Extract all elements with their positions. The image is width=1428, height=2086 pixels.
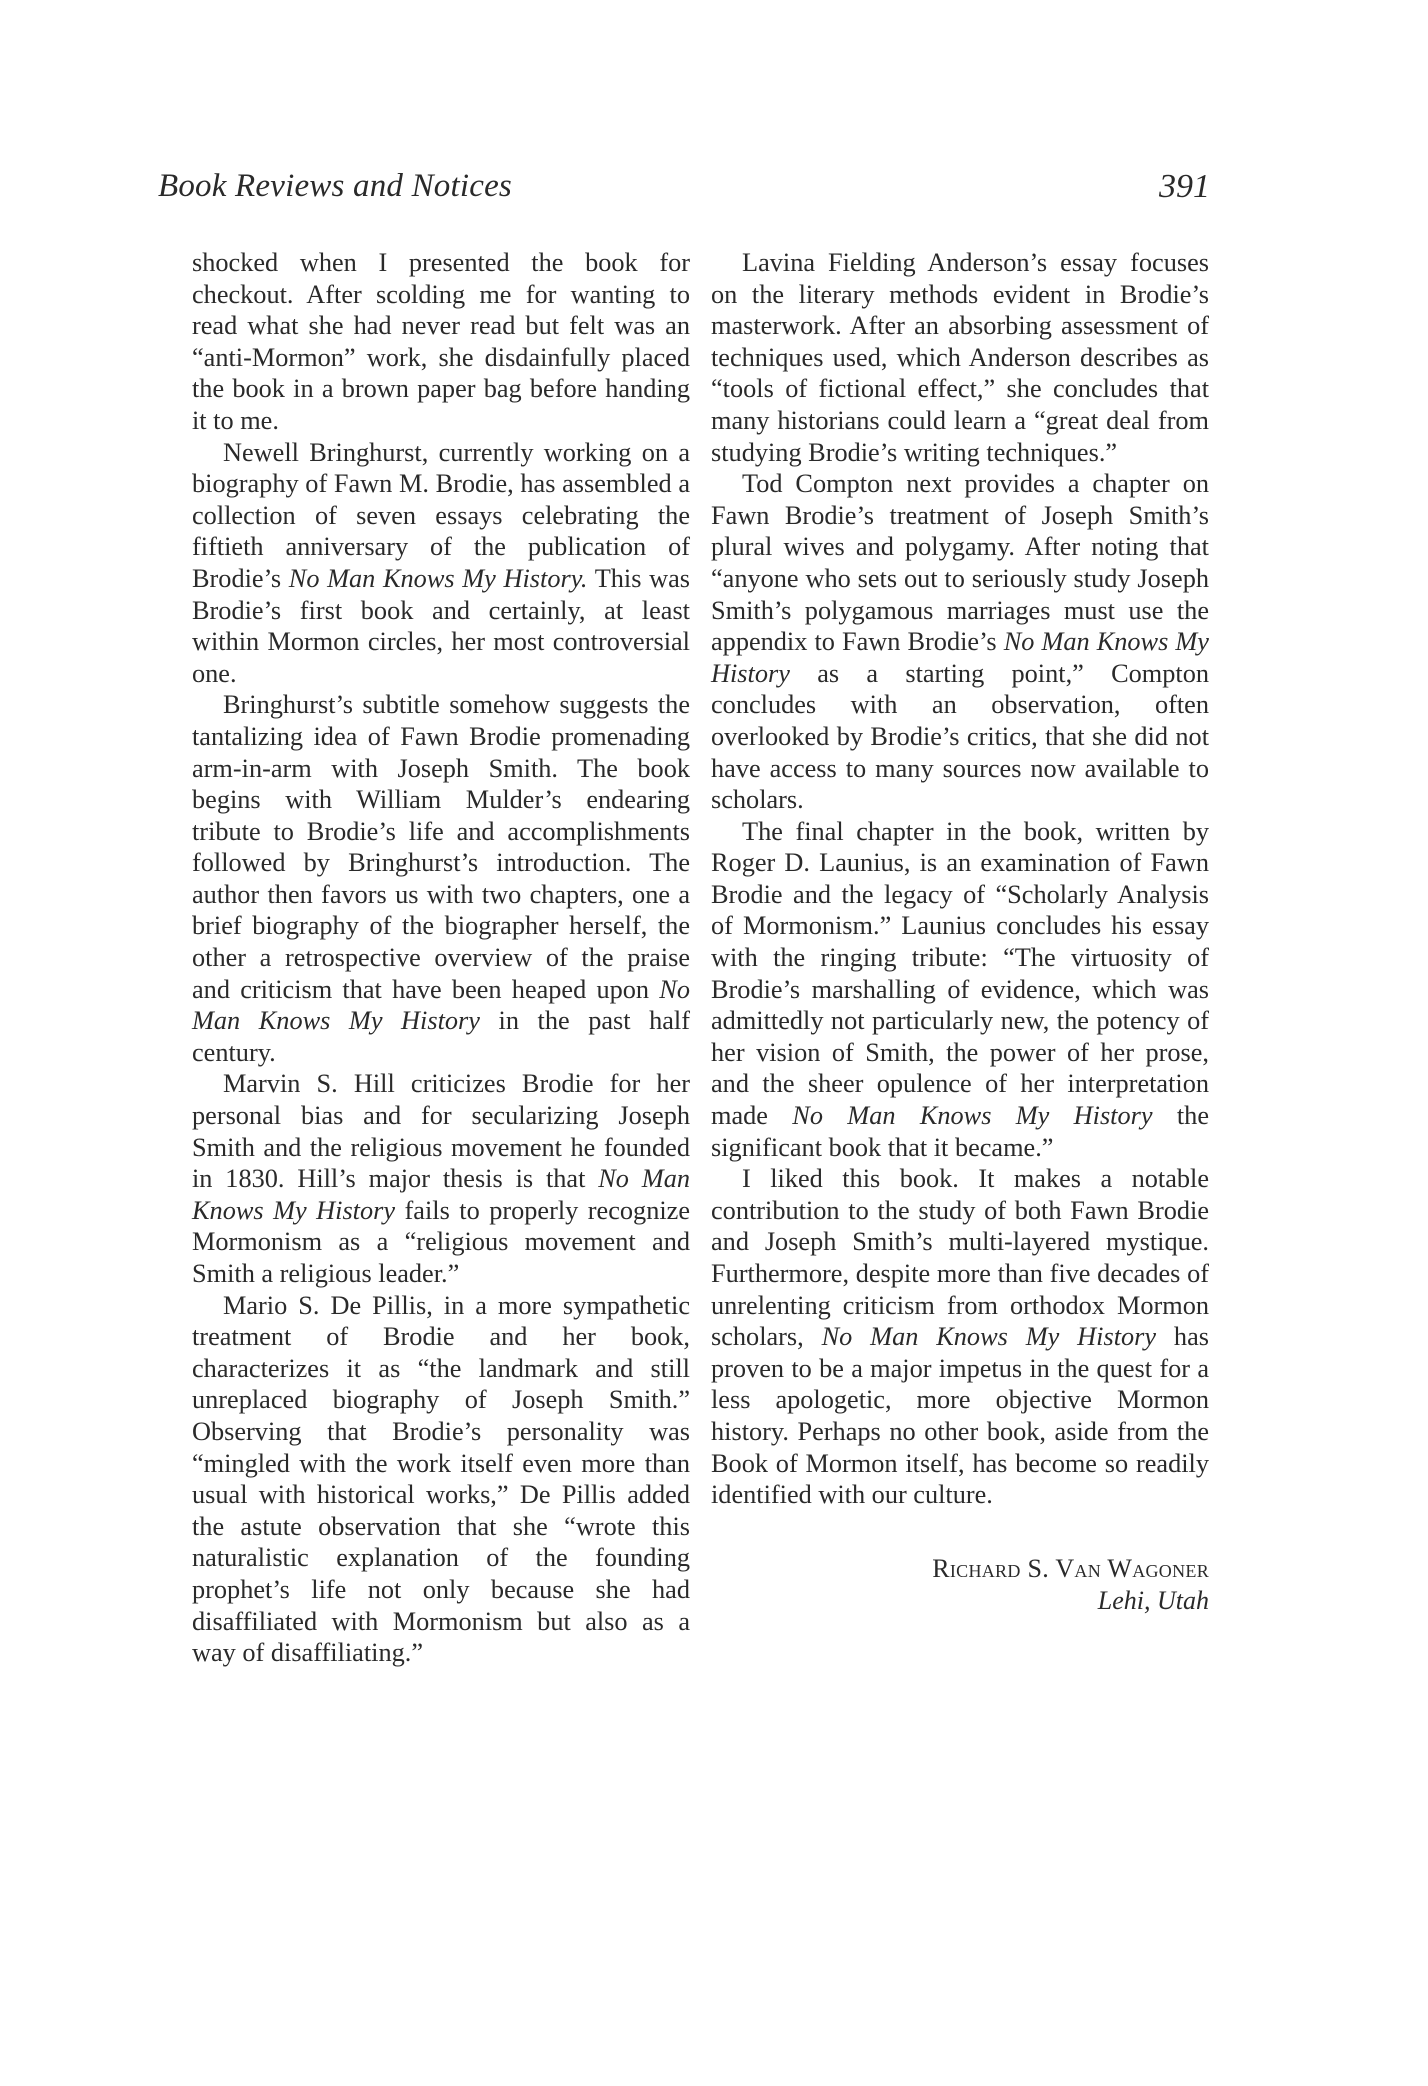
- paragraph: Mario S. De Pillis, in a more sympathetic treatment of Brodie and her book, characterizes it as “the landmark and still unreplaced biography of Joseph Smith.” Observing that Brodie’s personality was “mingled with the work itself even more than usual with historical works,” De Pillis added the astute observation that she “wrote this naturalistic explanation of the founding prophet’s life not only because she had disaffiliated with Mormonism but also as a way of disaffiliating.”: [192, 1290, 690, 1668]
- reviewer-location: Lehi, Utah: [1097, 1585, 1209, 1615]
- reviewer-name: Richard S. Van Wagoner: [932, 1553, 1209, 1583]
- book-title: No Man Knows My History: [792, 1101, 1153, 1131]
- paragraph: shocked when I presented the book for checkout. After scolding me for wanting to read what she had never read but felt was an “anti-Mormon” work, she disdainfully placed the book in a brown paper bag before handing it to me.: [192, 248, 690, 435]
- paragraph: Tod Compton next provides a chapter on Fawn Brodie’s treatment of Joseph Smith’s plural wives and polygamy. After noting that “anyone who sets out to seriously study Joseph Smith’s polygamous marriages must use the appendix to Fawn Brodie’s No Man Knows My History as a starting point,” Compton concludes with an observation, often overlooked by Brodie’s critics, that she did not have access to many sources now available to scholars.: [711, 469, 1209, 815]
- paragraph: I liked this book. It makes a notable contribution to the study of both Fawn Brodie and Joseph Smith’s multi-layered mystique. Furthermore, despite more than five decades of unrelenting criticism from orthodox Mormon scholars, No Man Knows My History has proven to be a major impetus in the quest for a less apologetic, more objective Mormon history. Perhaps no other book, aside from the Book of Mormon itself, has become so readily identified with our culture.: [711, 1164, 1209, 1510]
- right-column: [711, 247, 1209, 1617]
- book-title: No Man Knows My History: [192, 1164, 690, 1225]
- left-column: [192, 247, 690, 1669]
- book-title: No Man Knows My History: [192, 974, 690, 1036]
- reviewer-signature: [711, 1553, 1209, 1617]
- page-number: 391: [1159, 168, 1210, 205]
- paragraph: Lavina Fielding Anderson’s essay focuses on the literary methods evident in Brodie’s masterwork. After an absorbing assessment of techniques used, which Anderson describes as “tools of fictional effect,” she concludes that many historians could learn a “great deal from studying Brodie’s writing techniques.”: [711, 248, 1209, 467]
- paragraph: The final chapter in the book, written by Roger D. Launius, is an examination of Fawn Brodie and the legacy of “Scholarly Analysis of Mormonism.” Launius concludes his essay with the ringing tribute: “The virtuosity of Brodie’s marshalling of evidence, which was admittedly not particularly new, the potency of her vision of Smith, the power of her prose, and the sheer opulence of her interpretation made No Man Knows My History the significant book that it became.”: [711, 816, 1209, 1162]
- paragraph: Newell Bringhurst, currently working on a biography of Fawn M. Brodie, has assembled a collection of seven essays celebrating the fiftieth anniversary of the publication of Brodie’s No Man Knows My History. This was Brodie’s first book and certainly, at least within Mormon circles, her most controversial one.: [192, 437, 691, 688]
- book-title: No Man Knows My History.: [288, 563, 588, 593]
- book-title: No Man Knows My History: [711, 627, 1209, 688]
- running-head: [158, 168, 1210, 216]
- book-title: No Man Knows My History: [821, 1322, 1157, 1352]
- paragraph: Bringhurst’s subtitle somehow suggests the tantalizing idea of Fawn Brodie promenading arm-in-arm with Joseph Smith. The book begins with William Mulder’s endearing tribute to Brodie’s life and accomplishments followed by Bringhurst’s introduction. The author then favors us with two chapters, one a brief biography of the biographer herself, the other a retrospective overview of the praise and criticism that have been heaped upon No Man Knows My History in the past half century.: [192, 690, 690, 1067]
- paragraph: Marvin S. Hill criticizes Brodie for her personal bias and for secularizing Joseph Smith and the religious movement he founded in 1830. Hill’s major thesis is that No Man Knows My History fails to properly recognize Mormonism as a “religious movement and Smith a religious leader.”: [192, 1069, 690, 1288]
- running-title: Book Reviews and Notices: [158, 168, 512, 204]
